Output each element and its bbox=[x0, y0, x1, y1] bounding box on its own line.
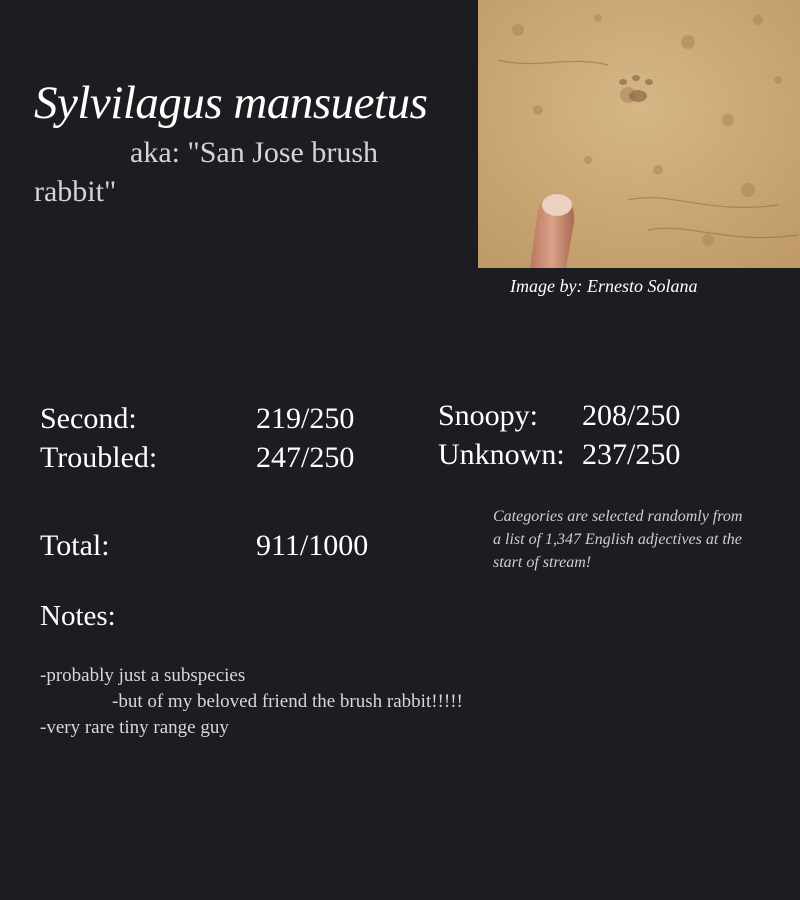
notes-heading: Notes: bbox=[40, 600, 116, 632]
footprint-photo bbox=[478, 0, 800, 268]
categories-note: Categories are selected randomly from a list of 1,347 English adjectives at the start of stream! bbox=[493, 508, 743, 571]
second-label: Second: bbox=[40, 402, 137, 435]
species-title: Sylvilagus mansuetus bbox=[34, 77, 428, 129]
photo-credit: Image by: Ernesto Solana bbox=[510, 276, 698, 296]
total-score: 911/1000 bbox=[256, 529, 369, 562]
second-score: 219/250 bbox=[256, 402, 355, 435]
note-line: -but of my beloved friend the brush rabbit!!!!! bbox=[112, 691, 463, 712]
snoopy-score: 208/250 bbox=[582, 399, 681, 432]
common-name: aka: "San Jose brush rabbit" bbox=[34, 136, 379, 208]
troubled-label: Troubled: bbox=[40, 441, 158, 474]
note-line: -very rare tiny range guy bbox=[40, 717, 229, 738]
troubled-score: 247/250 bbox=[256, 441, 355, 474]
note-line: -probably just a subspecies bbox=[40, 665, 246, 686]
unknown-label: Unknown: bbox=[438, 438, 565, 471]
snoopy-label: Snoopy: bbox=[438, 399, 539, 432]
total-label: Total: bbox=[40, 529, 110, 562]
unknown-score: 237/250 bbox=[582, 438, 681, 471]
